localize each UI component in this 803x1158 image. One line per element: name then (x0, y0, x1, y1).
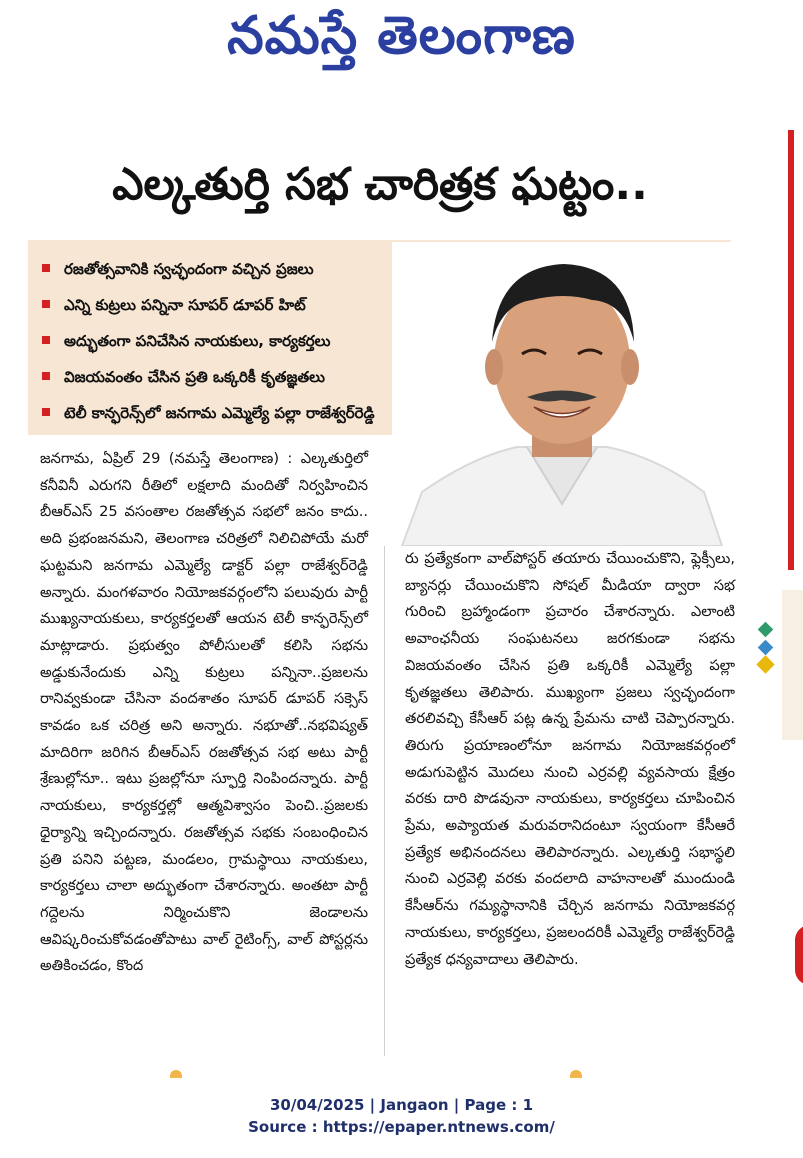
adjacent-article-border (788, 130, 803, 570)
article-column-left (40, 446, 373, 980)
adjacent-article-panel (782, 590, 803, 740)
adjacent-red-shape (795, 925, 803, 985)
masthead (0, 0, 803, 80)
column-divider (384, 546, 385, 1056)
red-square-bullet-icon (42, 264, 50, 272)
red-square-bullet-icon (42, 300, 50, 308)
red-square-bullet-icon (42, 372, 50, 380)
highlight-item: అద్భుతంగా పనిచేసిన నాయకులు, కార్యకర్తలు (40, 324, 510, 360)
article-column-right (405, 546, 740, 973)
orange-dot-icon (570, 1070, 582, 1078)
highlight-item: రజతోత్సవానికి స్వచ్ఛందంగా వచ్చిన ప్రజలు (40, 252, 510, 288)
blue-diamond-icon (758, 640, 774, 656)
article-paragraph: జనగామ, ఏప్రిల్ 29 (నమస్తే తెలంగాణ) : ఎల్కతుర్తిలో కనీవినీ ఎరుగని రీతిలో లక్షలాది మందితో నిర్వహించిన బీఆర్‌ఎస్ 25 వసంతాల రజతోత్సవ సభలో జనం కాదు.. అది ప్రభంజనమని, తెలంగాణ చరిత్రలో నిలిచిపోయే మరో ఘట్టమని జనగామ ఎమ్మెల్యే డాక్టర్ పల్లా రాజేశ్వర్‌రెడ్డి అన్నారు. మంగళవారం నియోజకవర్గంలోని పలువురు పార్టీ ముఖ్యనాయకులు, కార్యకర్తలతో ఆయన టెలీ కాన్ఫరెన్స్‌లో మాట్లాడారు. ప్రభుత్వం పోలీసులతో కలిసి సభను అడ్డుకునేందుకు ఎన్ని కుట్రలు పన్నినా..ప్రజలను రానివ్వకుండా చేసినా వందశాతం సూపర్ డూపర్ సక్సెస్ కావడం ఒక చరిత్ర అని అన్నారు. నభూతో..నభవిష్యత్ మాదిరిగా జరిగిన బీఆర్‌ఎస్ రజతోత్సవ సభ అటు పార్టీ శ్రేణుల్లోనూ.. ఇటు ప్రజల్లోనూ స్ఫూర్తి నింపిందన్నారు. పార్టీ నాయకులు, కార్యకర్తల్లో ఆత్మవిశ్వాసం పెంచి..ప్రజలకు ధైర్యాన్ని ఇచ్చిందన్నారు. రజతోత్సవ సభకు సంబంధించిన ప్రతి పనిని పట్టణ, మండలం, గ్రామస్థాయి నాయకులు, కార్యకర్తలు చాలా అద్భుతంగా చేశారన్నారు. అంతటా పార్టీ గద్దెలను నిర్మించుకొని జెండాలను ఆవిష్కరించుకోవడంతోపాటు వాల్ రైటింగ్స్, వాల్ పోస్టర్లను అతికించడం, కొంద (40, 450, 373, 975)
red-square-bullet-icon (42, 336, 50, 344)
page-footer (0, 1094, 803, 1138)
article-paragraph: రు ప్రత్యేకంగా వాల్‌పోస్టర్ తయారు చేయించుకొని, ఫ్లెక్సీలు, బ్యానర్లు చేయించుకొని సోషల్ మీడియా ద్వారా సభ గురించి బ్రహ్మాండంగా ప్రచారం చేశారన్నారు. ఎలాంటి అవాంఛనీయ సంఘటనలు జరగకుండా సభను విజయవంతం చేసిన ప్రతి ఒక్కరికీ ఎమ్మెల్యే పల్లా కృతజ్ఞతలు తెలిపారు. ముఖ్యంగా ప్రజలు స్వచ్ఛందంగా తరలివచ్చి కేసీఆర్ పట్ల ఉన్న ప్రేమను చాటి చెప్పారన్నారు. తిరుగు ప్రయాణంలోనూ జనగామ నియోజకవర్గంలో అడుగుపెట్టిన మొదలు నుంచి ఎర్రవల్లి వ్యవసాయ క్షేత్రం వరకు దారి పొడవునా నాయకులు, కార్యకర్తలు చూపించిన ప్రేమ, అప్యాయత మరువరానిదంటూ స్వయంగా కేసీఆరే ప్రత్యేక అభినందనలు తెలిపారన్నారు. ఎల్కతుర్తి సభాస్థలి నుంచి ఎర్రవెల్లి వరకు వందలాది వాహనాలతో ముందుండి కేసీఆర్‌ను గమ్యస్థానానికి చేర్చిన జనగామ నియోజకవర్గ నాయకులు, కార్యకర్తలు, ప్రజలందరికీ ఎమ్మెల్యే రాజేశ్వర్‌రెడ్డి ప్రత్యేక ధన్యవాదాలు తెలిపారు. (405, 550, 740, 968)
orange-dot-icon (170, 1070, 182, 1078)
mla-portrait (392, 242, 734, 546)
highlight-item: విజయవంతం చేసిన ప్రతి ఒక్కరికీ కృతజ్ఞతలు (40, 360, 510, 396)
source-link[interactable]: Source : https://epaper.ntnews.com/ (248, 1118, 555, 1136)
highlight-item: ఎన్ని కుట్రలు పన్నినా సూపర్ డూపర్ హిట్ (40, 288, 510, 324)
newspaper-title: నమస్తే తెలంగాణ (227, 6, 576, 66)
red-square-bullet-icon (42, 408, 50, 416)
edition-info: 30/04/2025 | Jangaon | Page : 1 (269, 1096, 534, 1114)
yellow-diamond-icon (756, 655, 774, 673)
highlight-item: టెలీ కాన్ఫరెన్స్‌లో జనగామ ఎమ్మెల్యే పల్లా రాజేశ్వర్‌రెడ్డి (40, 396, 510, 432)
green-diamond-icon (758, 622, 774, 638)
portrait-illustration (392, 242, 734, 546)
article-headline: ఎల్కతుర్తి సభ చారిత్రక ఘట్టం.. (112, 159, 648, 210)
